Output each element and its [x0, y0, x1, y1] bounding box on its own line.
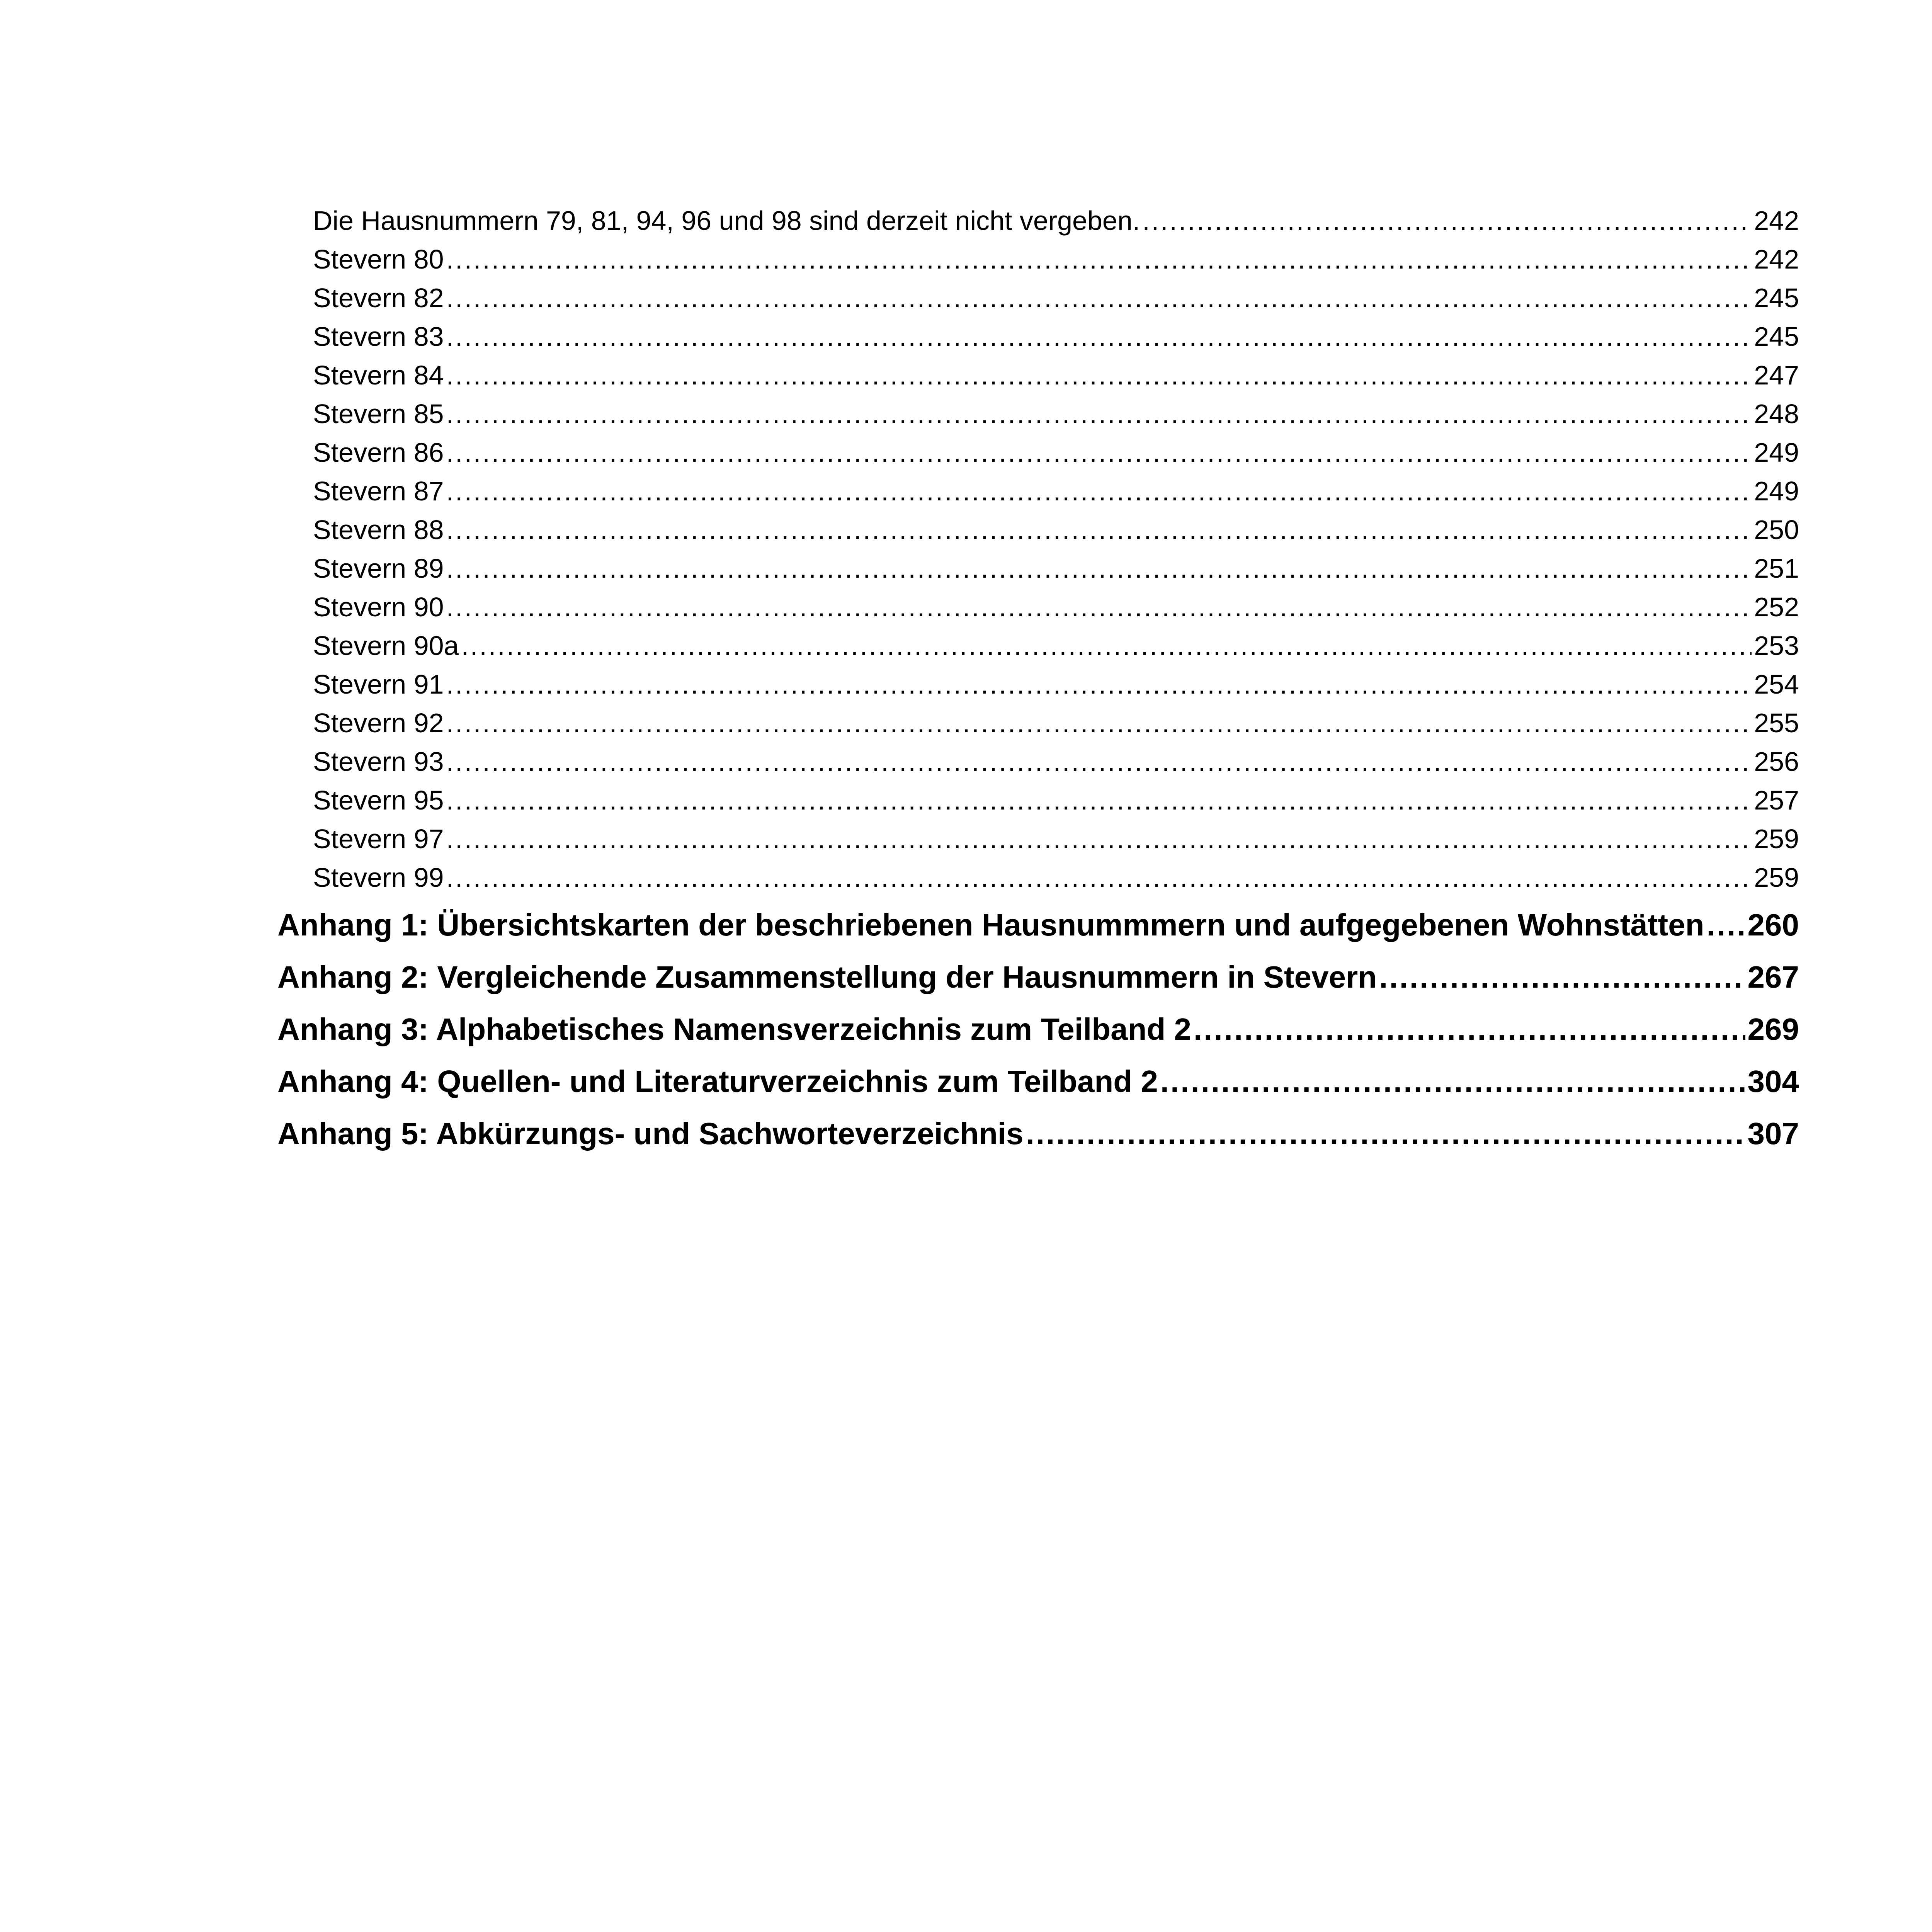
toc-entry[interactable]	[313, 628, 1799, 663]
toc-dot-leader	[446, 396, 1752, 432]
toc-entry-title: Stevern 92	[313, 708, 444, 738]
toc-entry-title: Stevern 90	[313, 592, 444, 622]
toc-dot-leader	[446, 860, 1752, 895]
toc-entry-page: 254	[1754, 669, 1799, 699]
toc-dot-leader	[446, 512, 1752, 548]
toc-entry-page: 245	[1754, 321, 1799, 352]
toc-entry-title: Stevern 84	[313, 360, 444, 390]
toc-dot-leader	[446, 667, 1752, 702]
toc-entry-page: 257	[1754, 785, 1799, 815]
toc-dot-leader	[1026, 1111, 1745, 1156]
toc-entry[interactable]	[313, 280, 1799, 316]
toc-entry-page: 256	[1754, 747, 1799, 777]
toc-appendix-page: 267	[1747, 960, 1799, 994]
toc-entry[interactable]	[313, 203, 1799, 238]
toc-dot-leader	[446, 705, 1752, 741]
toc-dot-leader	[446, 551, 1752, 586]
toc-entry-page: 253	[1754, 631, 1799, 661]
toc-entry-page: 245	[1754, 283, 1799, 313]
toc-appendix-title: Anhang 2: Vergleichende Zusammenstellung der Hausnummern in Stevern	[277, 960, 1377, 994]
toc-entry-title: Stevern 91	[313, 669, 444, 699]
toc-entry-page: 259	[1754, 824, 1799, 854]
toc-entry[interactable]	[313, 435, 1799, 470]
toc-appendix-entry[interactable]	[277, 1007, 1799, 1052]
toc-appendix-entry[interactable]	[277, 1111, 1799, 1156]
toc-entry[interactable]	[313, 782, 1799, 818]
toc-appendix-title: Anhang 1: Übersichtskarten der beschriebenen Hausnummmern und aufgegebenen Wohnstätten	[277, 908, 1704, 942]
toc-entry-page: 242	[1754, 244, 1799, 274]
toc-entry[interactable]	[313, 589, 1799, 625]
toc-entry-title: Stevern 88	[313, 515, 444, 545]
toc-entry-page: 252	[1754, 592, 1799, 622]
toc-entry-page: 251	[1754, 553, 1799, 583]
toc-entry-title: Stevern 83	[313, 321, 444, 352]
toc-entry[interactable]	[313, 705, 1799, 741]
toc-appendix-entry[interactable]	[277, 954, 1799, 1000]
toc-appendix-title: Anhang 4: Quellen- und Literaturverzeichnis zum Teilband 2	[277, 1064, 1158, 1099]
toc-entry-page: 255	[1754, 708, 1799, 738]
toc-dot-leader	[1379, 954, 1745, 1000]
toc-entry-page: 248	[1754, 399, 1799, 429]
toc-entry-title: Stevern 97	[313, 824, 444, 854]
toc-dot-leader	[446, 589, 1752, 625]
toc-dot-leader	[446, 782, 1752, 818]
toc-dot-leader	[446, 435, 1752, 470]
toc-dot-leader	[446, 242, 1752, 277]
toc-entry[interactable]	[313, 551, 1799, 586]
toc-entry-page: 247	[1754, 360, 1799, 390]
toc-dot-leader	[446, 357, 1752, 393]
toc-entry-title: Die Hausnummern 79, 81, 94, 96 und 98 sind derzeit nicht vergeben.	[313, 206, 1140, 236]
toc-dot-leader	[1707, 902, 1745, 948]
toc-entry[interactable]	[313, 860, 1799, 895]
toc-appendix-entry[interactable]	[277, 902, 1799, 948]
toc-entry[interactable]	[313, 667, 1799, 702]
toc-entry-page: 259	[1754, 862, 1799, 893]
toc-entry-title: Stevern 80	[313, 244, 444, 274]
toc-appendix-page: 304	[1747, 1064, 1799, 1099]
toc-entry-title: Stevern 87	[313, 476, 444, 506]
toc-dot-leader	[446, 821, 1752, 857]
toc-entry-title: Stevern 95	[313, 785, 444, 815]
toc-dot-leader	[446, 319, 1752, 354]
toc-entry[interactable]	[313, 512, 1799, 548]
toc-entry-title: Stevern 85	[313, 399, 444, 429]
toc-entry[interactable]	[313, 319, 1799, 354]
toc-entry-page: 249	[1754, 476, 1799, 506]
toc-entry-title: Stevern 89	[313, 553, 444, 583]
toc-appendix-page: 269	[1747, 1012, 1799, 1046]
toc-appendix-title: Anhang 5: Abkürzungs- und Sachworteverzeichnis	[277, 1116, 1024, 1151]
toc-entry-title: Stevern 86	[313, 437, 444, 468]
toc-entry[interactable]	[313, 821, 1799, 857]
toc-entry[interactable]	[313, 473, 1799, 509]
toc-dot-leader	[446, 473, 1752, 509]
toc-dot-leader	[461, 628, 1752, 663]
toc-entry-title: Stevern 82	[313, 283, 444, 313]
toc-entry[interactable]	[313, 357, 1799, 393]
toc-entry[interactable]	[313, 396, 1799, 432]
toc-entry-page: 250	[1754, 515, 1799, 545]
toc-dot-leader	[1142, 203, 1752, 238]
toc-dot-leader	[1194, 1007, 1745, 1052]
toc-entry[interactable]	[313, 242, 1799, 277]
toc-dot-leader	[446, 280, 1752, 316]
toc-dot-leader	[1160, 1059, 1745, 1104]
toc-entry-title: Stevern 93	[313, 747, 444, 777]
toc-appendix-entry[interactable]	[277, 1059, 1799, 1104]
toc-appendix-title: Anhang 3: Alphabetisches Namensverzeichnis zum Teilband 2	[277, 1012, 1192, 1046]
toc-entry-title: Stevern 99	[313, 862, 444, 893]
toc-appendix-page: 260	[1747, 908, 1799, 942]
toc-appendix-page: 307	[1747, 1116, 1799, 1151]
toc-entry-title: Stevern 90a	[313, 631, 459, 661]
toc-entry[interactable]	[313, 744, 1799, 779]
toc-entry-page: 242	[1754, 206, 1799, 236]
toc-dot-leader	[446, 744, 1752, 779]
toc-entry-page: 249	[1754, 437, 1799, 468]
